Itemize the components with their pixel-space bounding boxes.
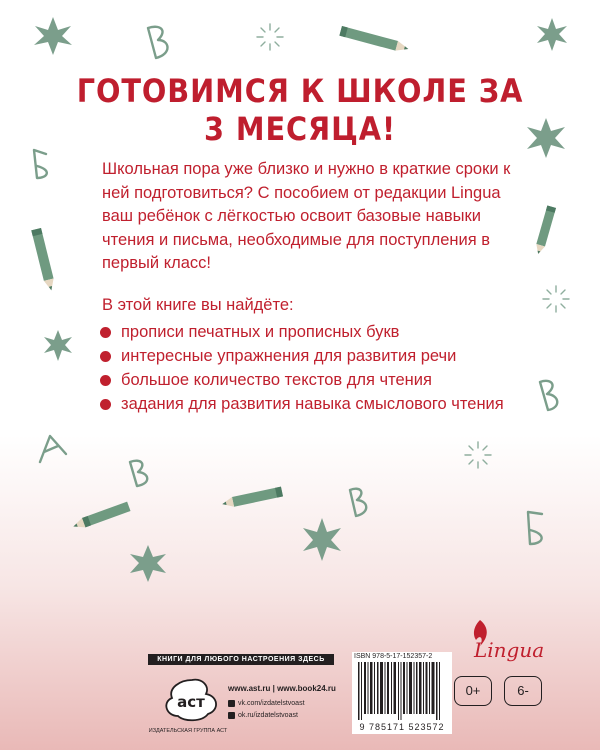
barcode-icon [354, 662, 450, 720]
isbn-text: ISBN 978-5-17-152357-2 [354, 653, 433, 660]
letter-v-center [130, 461, 147, 486]
bullet-icon [100, 351, 111, 362]
ok-icon [228, 712, 235, 719]
intro-paragraph: Школьная пора уже близко и нужно в краткие сроки к ней подготовиться? С пособием от редакции Lingua ваш ребёнок с лёгкостью освоит базовые навыки чтения и письма, необходимые для поступления в первый класс! [102, 160, 511, 272]
cover-title: ГОТОВИМСЯ К ШКОЛЕ ЗА 3 МЕСЯЦА! [76, 72, 524, 148]
pencil-left [31, 228, 56, 292]
age-range-badge: 6- [504, 676, 542, 706]
letter-v-right [540, 381, 557, 410]
ast-logo-text: аст [177, 693, 205, 711]
star-top-left [34, 17, 72, 55]
sparkle-top-center [257, 24, 283, 50]
feature-text: интересные упражнения для развития речи [121, 347, 457, 365]
bullet-icon [100, 375, 111, 386]
age-rating-badge: 0+ [454, 676, 492, 706]
feature-text: прописи печатных и прописных букв [121, 323, 400, 341]
barcode-number: 9 785171 523572 [359, 722, 445, 732]
ok-link [228, 712, 298, 719]
sparkle-right [543, 286, 569, 312]
publisher-tagline: КНИГИ ДЛЯ ЛЮБОГО НАСТРОЕНИЯ ЗДЕСЬ [148, 654, 334, 665]
star-bottom-left [130, 545, 166, 582]
publisher-websites: www.ast.ru | www.book24.ru [228, 684, 336, 693]
vk-text: vk.com/izdatelstvoast [238, 700, 305, 707]
sparkle-bottom-right [465, 442, 491, 468]
feature-item [100, 344, 504, 368]
bullet-icon [100, 327, 111, 338]
ok-text: ok.ru/izdatelstvoast [238, 712, 298, 719]
letter-v-lower [350, 489, 366, 516]
star-bottom-center [303, 518, 341, 561]
star-left-mid [44, 330, 72, 361]
letter-a-left [40, 436, 66, 462]
lingua-logo [458, 616, 568, 672]
bullet-icon [100, 399, 111, 410]
feature-item [100, 368, 504, 392]
isbn-barcode-block [352, 652, 452, 734]
features-heading: В этой книге вы найдёте: [102, 296, 294, 314]
pencil-right [534, 206, 556, 256]
letter-b-right [528, 512, 542, 544]
vk-link [228, 700, 305, 707]
feature-item [100, 392, 504, 416]
letter-b-left [34, 150, 47, 178]
features-list [100, 320, 504, 416]
pencil-bottom-center [221, 487, 283, 509]
star-top-right [537, 18, 567, 51]
pencil-top [339, 26, 409, 54]
vk-icon [228, 700, 235, 707]
letter-v-top [148, 27, 168, 58]
feature-text: задания для развития навыка смыслового чтения [121, 395, 504, 413]
feature-text: большое количество текстов для чтения [121, 371, 432, 389]
ast-logo-icon [158, 676, 224, 724]
pencil-bottom-left [72, 502, 131, 532]
publisher-group-name: ИЗДАТЕЛЬСКАЯ ГРУППА АСТ [148, 728, 228, 734]
lingua-brand-text: Lingua [474, 638, 545, 662]
feature-item [100, 320, 504, 344]
